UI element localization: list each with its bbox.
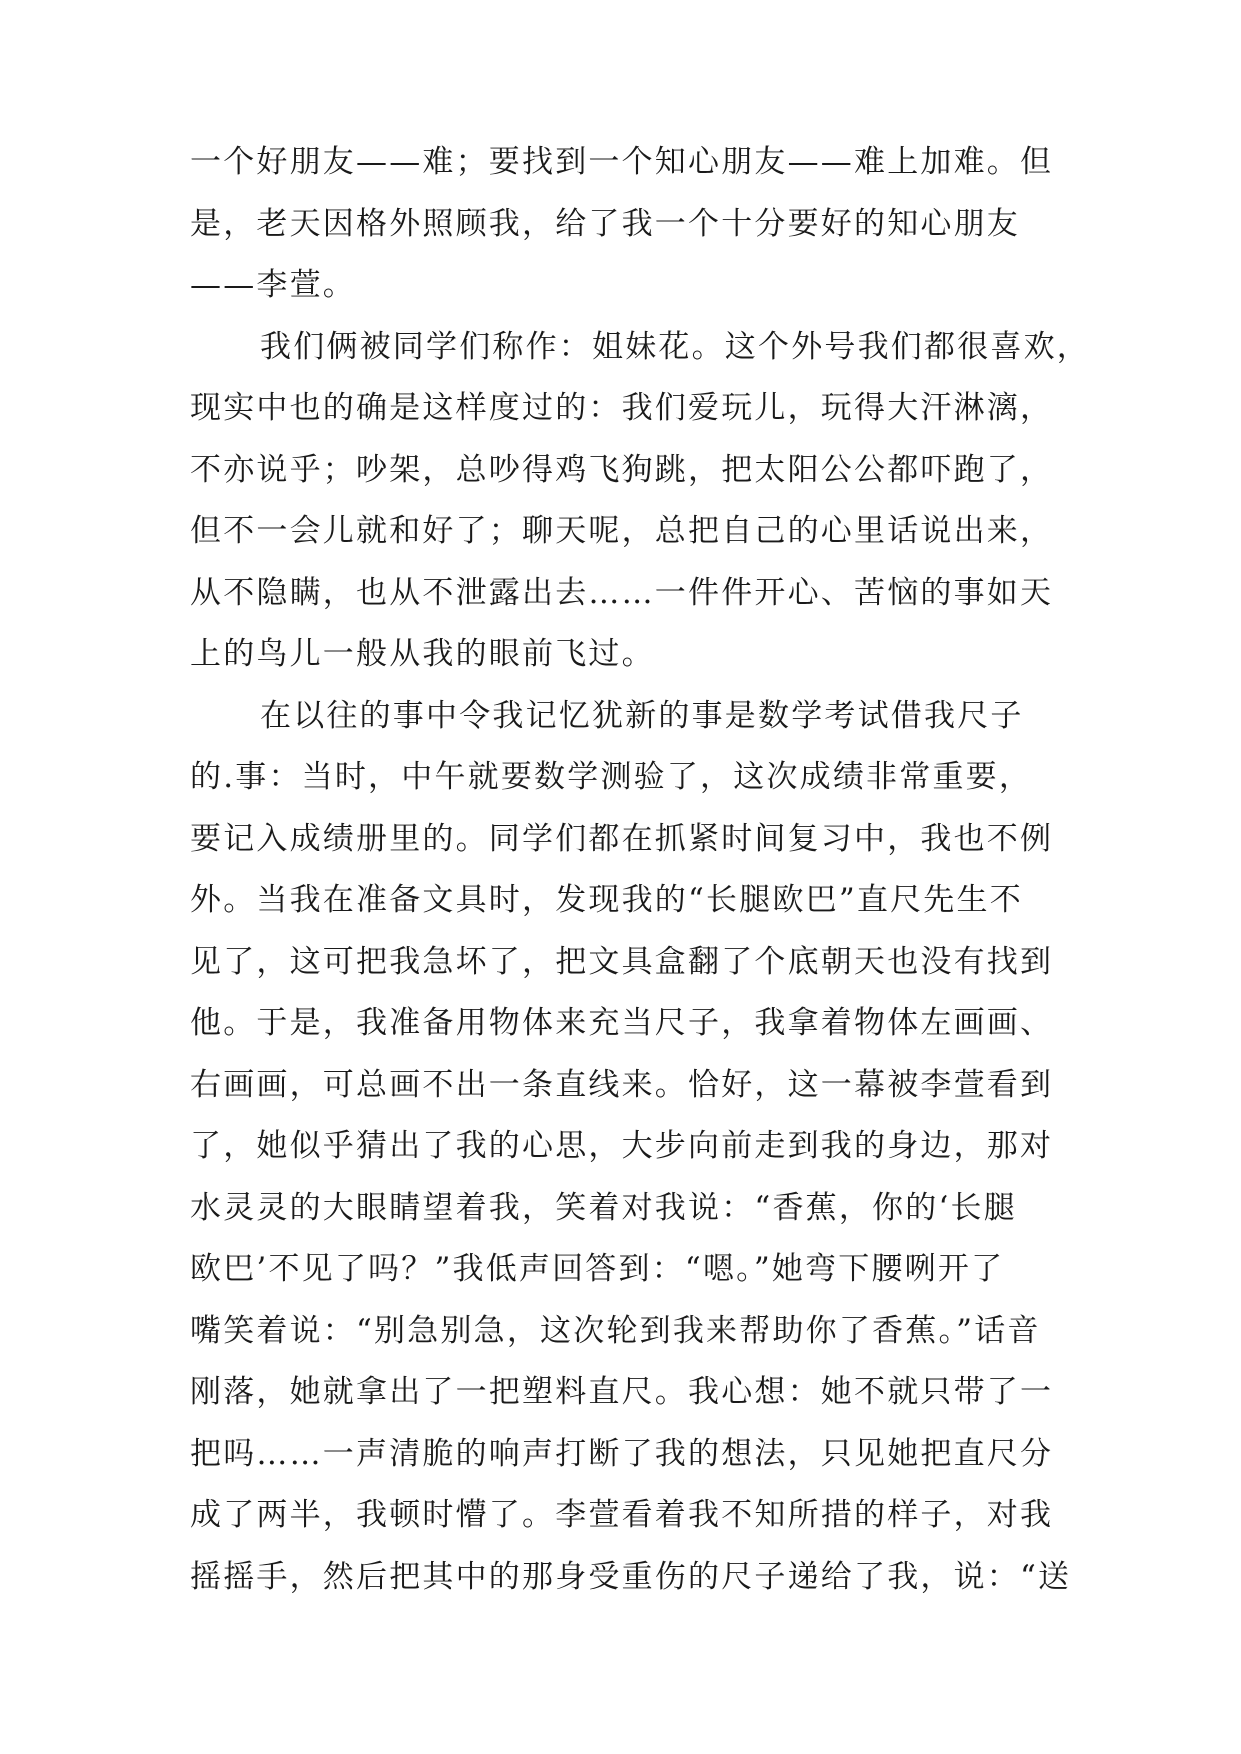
text-line: 现实中也的确是这样度过的：我们爱玩儿，玩得大汗淋漓， (190, 390, 1054, 426)
text-line: 从不隐瞒，也从不泄露出去……一件件开心、苦恼的事如天 (190, 574, 1054, 611)
text-line: 是，老天因格外照顾我，给了我一个十分要好的知心朋友 (190, 205, 1020, 242)
text-line: 见了，这可把我急坏了，把文具盒翻了个底朝天也没有找到 (190, 943, 1054, 980)
text-line: 但不一会儿就和好了；聊天呢，总把自己的心里话说出来， (190, 513, 1054, 549)
text-line: 要记入成绩册里的。同学们都在抓紧时间复习中，我也不例 (190, 820, 1054, 857)
text-line: 右画画，可总画不出一条直线来。恰好，这一幕被李萱看到 (190, 1066, 1054, 1103)
text-line: 不亦说乎；吵架，总吵得鸡飞狗跳，把太阳公公都吓跑了， (190, 451, 1054, 488)
text-line: 了，她似乎猜出了我的心思，大步向前走到我的身边，那对 (190, 1128, 1054, 1164)
paragraph-1 (190, 132, 1052, 317)
text-line: 摇摇手，然后把其中的那身受重伤的尺子递给了我，说：“送 (190, 1558, 1072, 1595)
paragraph-3 (190, 686, 1072, 1609)
paragraph-2 (190, 317, 1090, 686)
text-line: 一个好朋友——难；要找到一个知心朋友——难上加难。但 (190, 144, 1054, 180)
text-line: 刚落，她就拿出了一把塑料直尺。我心想：她不就只带了一 (190, 1374, 1054, 1410)
text-line: 把吗……一声清脆的响声打断了我的想法，只见她把直尺分 (190, 1435, 1054, 1472)
text-line: 成了两半，我顿时懵了。李萱看着我不知所措的样子，对我 (190, 1497, 1054, 1533)
text-line: 水灵灵的大眼睛望着我，笑着对我说：“香蕉，你的‘长腿 (190, 1189, 1017, 1226)
text-line: ——李萱。 (190, 267, 356, 303)
document-body (190, 132, 1090, 1608)
text-line: 上的鸟儿一般从我的眼前飞过。 (190, 636, 655, 672)
text-line: 他。于是，我准备用物体来充当尺子，我拿着物体左画画、 (190, 1005, 1054, 1041)
text-line: 在以往的事中令我记忆犹新的事是数学考试借我尺子 (260, 697, 1024, 734)
text-line: 的.事：当时，中午就要数学测验了，这次成绩非常重要， (190, 759, 1033, 795)
text-line: 外。当我在准备文具时，发现我的“长腿欧巴”直尺先生不 (190, 882, 1023, 918)
text-line: 我们俩被同学们称作：姐妹花。这个外号我们都很喜欢， (260, 328, 1090, 365)
text-line: 欧巴’不见了吗？”我低声回答到：“嗯。”她弯下腰咧开了 (190, 1251, 1005, 1287)
text-line: 嘴笑着说：“别急别急，这次轮到我来帮助你了香蕉。”话音 (190, 1312, 1041, 1349)
